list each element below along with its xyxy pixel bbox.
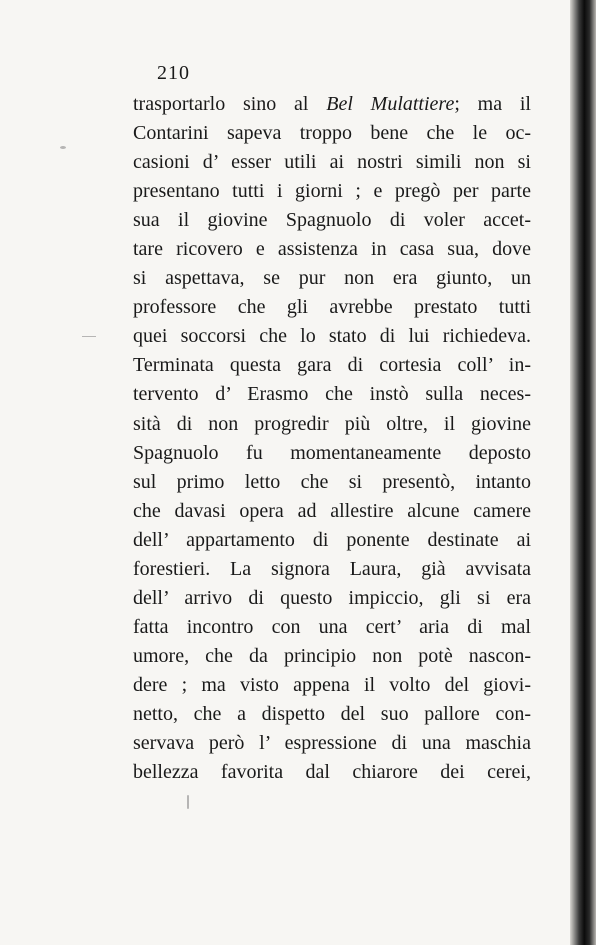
text-line-13: Spagnuolo fu momentaneamente deposto: [133, 441, 531, 464]
text-line-1-start: trasportarlo sino al: [133, 93, 327, 115]
italic-place-name: Bel Mulattiere: [326, 93, 455, 115]
text-line-18: dell’ arrivo di questo impiccio, gli si era: [133, 586, 531, 609]
text-line-7: si aspettava, se pur non era giunto, un: [133, 267, 531, 290]
text-line-2: Contarini sapeva troppo bene che le oc-: [133, 122, 531, 145]
text-line-19: fatta incontro con una cert’ aria di mal: [133, 615, 531, 638]
text-line-16: dell’ appartamento di ponente destinate ai: [133, 528, 531, 551]
text-line-3: casioni d’ esser utili ai nostri simili non si: [133, 151, 531, 174]
body-text: [133, 90, 531, 787]
text-line-8: professore che gli avrebbe prestato tutti: [133, 296, 531, 319]
text-line-12: sità di non progredir più oltre, il giovine: [133, 412, 531, 435]
book-spine-shadow: [570, 0, 596, 945]
text-line-17: forestieri. La signora Laura, già avvisata: [133, 557, 531, 580]
text-line-1: [133, 90, 531, 119]
text-line-11: tervento d’ Erasmo che instò sulla neces-: [133, 383, 531, 406]
text-line-4: presentano tutti i giorni ; e pregò per parte: [133, 180, 531, 203]
text-line-1-end: ; ma il: [454, 93, 531, 115]
text-line-24: bellezza favorita dal chiarore dei cerei,: [133, 761, 531, 784]
text-line-20: umore, che da principio non potè nascon-: [133, 644, 531, 667]
text-line-14: sul primo letto che si presentò, intanto: [133, 470, 531, 493]
text-line-22: netto, che a dispetto del suo pallore con-: [133, 702, 531, 725]
text-line-15: che davasi opera ad allestire alcune camere: [133, 499, 531, 522]
text-line-10: Terminata questa gara di cortesia coll’ in-: [133, 354, 531, 377]
page-number: 210: [157, 62, 190, 84]
text-line-6: tare ricovero e assistenza in casa sua, dove: [133, 238, 531, 261]
text-line-5: sua il giovine Spagnuolo di voler accet-: [133, 209, 531, 232]
text-line-21: dere ; ma visto appena il volto del giovi-: [133, 673, 531, 696]
paper-speck: [82, 336, 96, 337]
paper-speck: [187, 795, 189, 809]
text-line-23: servava però l’ espressione di una maschia: [133, 732, 531, 755]
text-line-9: quei soccorsi che lo stato di lui richiedeva.: [133, 325, 531, 348]
paper-speck: [60, 146, 66, 149]
